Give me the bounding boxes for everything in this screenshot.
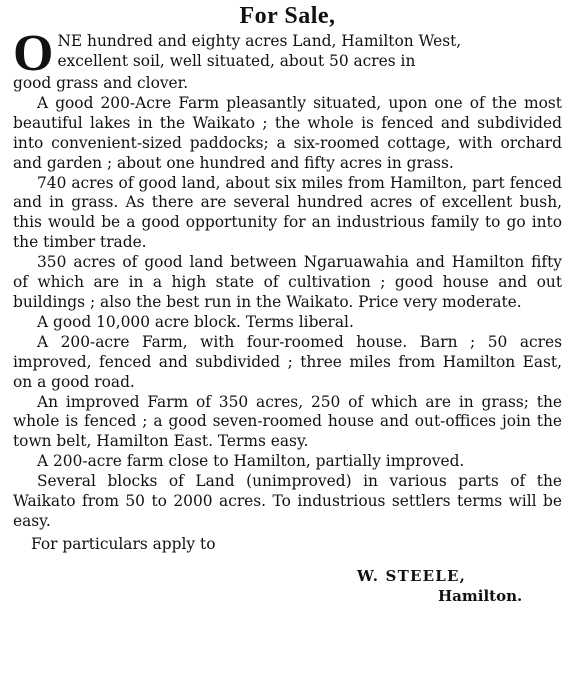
drop-cap-letter: O <box>13 25 54 82</box>
first-paragraph <box>13 25 562 94</box>
ad-title: For Sale, <box>239 3 336 29</box>
paragraph-740-acres: 740 acres of good land, about six miles from Hamilton, part fenced and in grass. As there are several hundred acres of excellent bush, this would be a good opportunity for an industrious family to go into the timber trade. <box>13 173 562 252</box>
paragraph-350-acres: 350 acres of good land between Ngaruawahia and Hamilton fifty of which are in a high state of cultivation ; good house and out buildings ; also the best run in the Waikato. Price very moderate. <box>13 253 562 311</box>
paragraph-improved-farm: An improved Farm of 350 acres, 250 of which are in grass; the whole is fenced ; a good seven-roomed house and out-offices join the town belt, Hamilton East. Terms easy. <box>13 392 562 451</box>
signature-place: Hamilton. <box>438 586 523 605</box>
paragraph-200-acre-farm-house: A 200-acre Farm, with four-roomed house. Barn ; 50 acres improved, fenced and subdivided ; three miles from Hamilton East, on a good road. <box>13 332 562 391</box>
paragraph-200-acre-farm-close: A 200-acre farm close to Hamilton, partially improved. <box>37 452 465 471</box>
paragraph-10000-acre-block: A good 10,000 acre block. Terms liberal. <box>37 312 354 331</box>
first-paragraph-line-3: good grass and clover. <box>13 74 189 92</box>
signature-name: W. STEELE, <box>357 566 467 585</box>
paragraph-several-blocks: Several blocks of Land (unimproved) in various parts of the Waikato from 50 to 2000 acres. To industrious settlers terms will be easy. <box>13 472 562 530</box>
apply-to-line: For particulars apply to <box>31 534 216 553</box>
first-paragraph-line-2: excellent soil, well situated, about 50 acres in <box>57 51 416 70</box>
paragraph-lake-farm: A good 200-Acre Farm pleasantly situated, upon one of the most beautiful lakes in the Waikato ; the whole is fenced and subdivided into convenient-sized paddocks; a six-roomed cottage, with orchard and garden ; about one hundred and fifty acres in grass. <box>13 93 562 172</box>
first-paragraph-line-1: NE hundred and eighty acres Land, Hamilton West, <box>57 32 462 50</box>
